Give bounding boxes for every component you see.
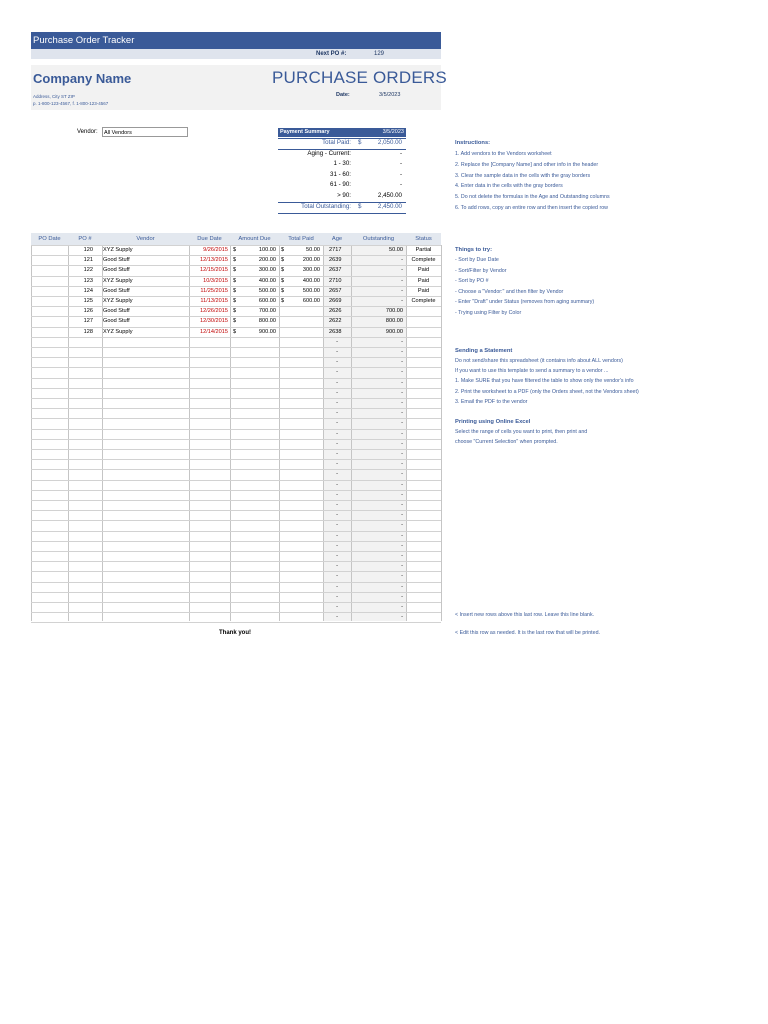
payment-summary-label: 1 - 30: (333, 160, 351, 168)
outstanding-cell: - (401, 614, 403, 621)
company-address[interactable]: Address, City ST ZIP (33, 94, 75, 99)
outstanding-cell: - (401, 502, 403, 508)
due-date-cell[interactable]: 12/13/2015 (200, 257, 228, 264)
column-header[interactable]: PO # (78, 236, 92, 242)
payment-summary-row (278, 202, 406, 213)
age-cell: - (336, 410, 338, 417)
payment-summary-row (278, 138, 406, 149)
total-paid-cell[interactable] (287, 327, 320, 337)
total-paid-cell[interactable]: 300.00 (302, 267, 320, 274)
payment-summary-value: - (399, 160, 402, 168)
age-cell: - (336, 471, 338, 478)
status-cell[interactable]: Paid (417, 287, 430, 294)
due-date-cell[interactable]: 12/30/2015 (200, 318, 228, 325)
total-paid-cell[interactable] (287, 316, 320, 326)
column-header[interactable]: Due Date (197, 236, 222, 242)
paid-currency-cell[interactable]: $ (281, 287, 285, 294)
next-po-label: Next PO #: (316, 51, 347, 57)
instruction-line: 3. Email the PDF to the vendor (455, 398, 528, 405)
po-number-cell[interactable]: 125 (83, 298, 93, 304)
instruction-line: 4. Enter data in the cells with the gray borders (455, 183, 563, 190)
outstanding-cell: - (401, 471, 403, 478)
things-to-try-title: Things to try: (455, 247, 493, 253)
printing-title: Printing using Online Excel (455, 419, 531, 425)
payment-summary-currency: $ (358, 202, 362, 210)
amount-currency-cell[interactable]: $ (233, 257, 237, 264)
po-number-cell[interactable]: 124 (83, 287, 93, 294)
po-number-cell[interactable]: 126 (83, 308, 93, 315)
age-cell: - (336, 440, 338, 447)
age-cell[interactable]: 2639 (329, 257, 342, 264)
instruction-line: 2. Replace the [Company Name] and other info in the header (455, 161, 599, 168)
outstanding-cell: - (401, 430, 403, 437)
po-number-cell[interactable]: 127 (83, 318, 93, 325)
instruction-line: Do not send/share this spreadsheet (it contains info about ALL vendors) (455, 358, 623, 364)
instruction-line: choose "Current Selection" when prompted. (455, 439, 558, 446)
due-date-cell[interactable]: 11/13/2015 (200, 298, 228, 304)
column-header[interactable]: PO Date (38, 236, 61, 242)
instruction-line: - Trying using Filter by Color (455, 309, 522, 316)
outstanding-cell: - (401, 410, 403, 417)
instruction-line: Select the range of cells you want to print, then print and (455, 429, 588, 435)
payment-summary-label: 61 - 90: (330, 181, 351, 189)
amount-due-cell[interactable]: 600.00 (258, 298, 276, 304)
date-label: Date: (336, 92, 350, 98)
vendor-cell[interactable]: XYZ Supply (103, 247, 133, 253)
due-date-cell[interactable]: 12/14/2015 (200, 328, 228, 335)
instruction-line: - Sort by Due Date (455, 257, 499, 263)
company-phone[interactable]: p. 1-800-123-4567, f. 1-800-123-4567 (33, 101, 109, 106)
payment-summary-currency: $ (358, 139, 362, 146)
payment-summary-value: - (399, 170, 402, 178)
age-cell: - (336, 522, 338, 529)
vendor-label: Vendor: (77, 129, 98, 135)
instruction-line: 1. Make SURE that you have filtered the table to show only the vendor's info (455, 378, 634, 385)
age-cell: - (336, 389, 338, 396)
outstanding-cell: - (401, 338, 403, 345)
age-cell: - (336, 338, 338, 345)
payment-summary-label: Total Outstanding: (301, 202, 351, 210)
total-paid-cell[interactable]: 200.00 (302, 257, 320, 264)
age-cell: - (336, 379, 338, 386)
due-date-cell[interactable]: 10/3/2015 (203, 277, 228, 284)
column-header[interactable]: Vendor (136, 236, 155, 242)
outstanding-cell: - (401, 451, 403, 457)
payment-summary-row (278, 159, 406, 170)
age-cell[interactable]: 2638 (329, 328, 342, 335)
grid-column-line (230, 245, 231, 621)
next-po-value[interactable]: 129 (374, 51, 385, 57)
paid-currency-cell[interactable]: $ (281, 247, 285, 253)
status-cell[interactable] (406, 306, 441, 316)
payment-summary-value: 2,450.00 (377, 202, 402, 210)
amount-due-cell[interactable]: 800.00 (258, 318, 276, 325)
age-cell: - (336, 563, 338, 570)
outstanding-cell: - (401, 573, 403, 580)
status-cell[interactable]: Partial (415, 247, 432, 253)
age-cell: - (336, 461, 338, 468)
po-number-cell[interactable]: 123 (83, 277, 93, 284)
insert-rows-note: < Insert new rows above this last row. Leave this line blank. (455, 612, 595, 618)
status-cell[interactable] (406, 327, 441, 337)
age-cell[interactable]: 2717 (329, 247, 342, 253)
outstanding-cell: - (401, 604, 403, 610)
age-cell: - (336, 583, 338, 590)
outstanding-cell: - (401, 379, 403, 386)
column-header[interactable]: Amount Due (238, 236, 271, 242)
payment-summary-value: 2,450.00 (377, 192, 402, 199)
amount-due-cell[interactable]: 300.00 (258, 267, 276, 274)
po-number-cell[interactable]: 122 (83, 267, 93, 274)
total-paid-cell[interactable] (287, 306, 320, 316)
document-title: PURCHASE ORDERS (272, 68, 447, 87)
po-number-cell[interactable]: 128 (83, 328, 93, 335)
age-cell[interactable]: 2710 (329, 277, 342, 284)
instruction-line: 1. Add vendors to the Vendors worksheet (455, 151, 552, 157)
amount-currency-cell[interactable]: $ (233, 287, 237, 294)
total-paid-cell[interactable]: 400.00 (302, 277, 320, 284)
po-number-cell[interactable]: 121 (83, 257, 93, 264)
edit-row-note: < Edit this row as needed. It is the last row that will be printed. (455, 630, 601, 636)
date-value[interactable]: 3/5/2023 (379, 92, 401, 98)
status-cell[interactable]: Complete (411, 298, 436, 304)
outstanding-cell[interactable]: - (401, 257, 403, 264)
thank-you-text: Thank you! (219, 630, 252, 636)
amount-currency-cell[interactable]: $ (233, 308, 237, 315)
column-header[interactable]: Status (415, 236, 432, 242)
age-cell: - (336, 512, 338, 519)
vendor-cell[interactable]: Good Stuff (103, 267, 130, 274)
payment-summary-label: 31 - 60: (330, 170, 351, 178)
amount-due-cell[interactable]: 100.00 (258, 247, 276, 253)
payment-summary-rule (278, 213, 406, 214)
outstanding-cell[interactable]: 900.00 (385, 328, 403, 335)
age-cell: - (336, 614, 338, 621)
instruction-line: 5. Do not delete the formulas in the Age and Outstanding columns (455, 194, 610, 201)
payment-summary-row (278, 180, 406, 191)
age-cell: - (336, 553, 338, 559)
outstanding-cell[interactable]: - (401, 277, 403, 284)
outstanding-cell: - (401, 491, 403, 498)
total-paid-cell[interactable]: 500.00 (302, 287, 320, 294)
outstanding-cell: - (401, 512, 403, 519)
outstanding-cell: - (401, 359, 403, 366)
payment-summary-rule (278, 138, 406, 139)
paid-currency-cell[interactable]: $ (281, 267, 285, 274)
payment-summary-row (278, 191, 406, 202)
payment-summary-title: Payment Summary (280, 129, 330, 135)
outstanding-cell: - (401, 563, 403, 570)
vendor-cell[interactable]: XYZ Supply (103, 298, 133, 304)
amount-currency-cell[interactable]: $ (233, 328, 237, 335)
instruction-line: - Choose a "Vendor:" and then filter by Vendor (455, 288, 564, 295)
outstanding-cell: - (401, 440, 403, 447)
outstanding-cell: - (401, 593, 403, 600)
age-cell: - (336, 532, 338, 539)
vendor-cell[interactable]: Good Stuff (103, 308, 130, 315)
outstanding-cell[interactable]: 800.00 (385, 318, 403, 325)
column-header[interactable]: Age (331, 236, 343, 242)
age-cell: - (336, 369, 338, 376)
age-cell: - (336, 604, 338, 610)
outstanding-cell[interactable]: 700.00 (385, 308, 403, 315)
age-cell[interactable]: 2622 (329, 318, 342, 325)
age-cell[interactable]: 2637 (329, 267, 342, 274)
total-paid-cell[interactable]: 50.00 (306, 247, 320, 253)
total-paid-cell[interactable]: 600.00 (302, 298, 320, 304)
instruction-line: 2. Print the worksheet to a PDF (only the Orders sheet, not the Vendors sheet) (455, 388, 639, 395)
age-cell: - (336, 430, 338, 437)
age-cell[interactable]: 2657 (329, 287, 342, 294)
age-cell: - (336, 491, 338, 498)
payment-summary-label: Aging - Current: (307, 149, 351, 157)
paid-currency-cell[interactable]: $ (281, 257, 285, 264)
outstanding-cell: - (401, 461, 403, 468)
grid-row-line (31, 622, 441, 623)
age-cell: - (336, 573, 338, 580)
instruction-line: 6. To add rows, copy an entire row and then insert the copied row (455, 205, 609, 211)
instruction-line: 3. Clear the sample data in the cells with the gray borders (455, 172, 591, 179)
amount-currency-cell[interactable]: $ (233, 318, 237, 325)
vendor-cell[interactable]: XYZ Supply (103, 328, 133, 335)
due-date-cell[interactable]: 12/15/2015 (200, 267, 228, 274)
banner-title: Purchase Order Tracker (33, 35, 135, 46)
amount-currency-cell[interactable]: $ (233, 267, 237, 274)
title-banner (31, 32, 441, 49)
company-name[interactable]: Company Name (33, 71, 132, 86)
payment-summary-row (278, 170, 406, 181)
vendor-cell[interactable]: Good Stuff (103, 287, 130, 294)
age-cell[interactable]: 2626 (329, 308, 342, 315)
age-cell: - (336, 420, 338, 427)
vendor-cell[interactable]: Good Stuff (103, 257, 130, 264)
amount-due-cell[interactable]: 700.00 (258, 308, 276, 315)
amount-currency-cell[interactable]: $ (233, 298, 237, 304)
due-date-cell[interactable]: 9/26/2015 (203, 247, 228, 253)
payment-summary-rule (278, 149, 406, 150)
age-cell: - (336, 400, 338, 406)
age-cell: - (336, 542, 338, 549)
outstanding-cell: - (401, 369, 403, 376)
payment-summary-date: 3/5/2023 (382, 129, 404, 135)
outstanding-cell: - (401, 553, 403, 559)
due-date-cell[interactable]: 12/26/2015 (200, 308, 228, 315)
due-date-cell[interactable]: 11/25/2015 (200, 287, 228, 294)
outstanding-cell[interactable]: 50.00 (389, 247, 403, 253)
grid-column-line (31, 245, 32, 621)
outstanding-cell: - (401, 400, 403, 406)
outstanding-cell[interactable]: - (401, 267, 403, 274)
payment-summary-value: - (399, 149, 402, 157)
status-cell[interactable] (406, 316, 441, 326)
age-cell: - (336, 359, 338, 366)
outstanding-cell: - (401, 389, 403, 396)
payment-summary-value: - (399, 181, 402, 189)
outstanding-cell: - (401, 532, 403, 539)
outstanding-cell: - (401, 522, 403, 529)
payment-summary-header (278, 128, 406, 137)
status-cell[interactable]: Paid (417, 277, 430, 284)
outstanding-cell: - (401, 542, 403, 549)
outstanding-cell[interactable]: - (401, 298, 403, 304)
vendor-cell[interactable]: XYZ Supply (103, 277, 133, 284)
amount-due-cell[interactable]: 400.00 (258, 277, 276, 284)
payment-summary-label: Total Paid: (322, 139, 351, 146)
po-number-cell[interactable]: 120 (83, 247, 93, 253)
outstanding-cell: - (401, 583, 403, 590)
age-cell: - (336, 349, 338, 355)
instruction-line: - Sort/Filter by Vendor (455, 267, 507, 274)
amount-due-cell[interactable]: 200.00 (258, 257, 276, 264)
age-cell: - (336, 481, 338, 488)
amount-due-cell[interactable]: 500.00 (258, 287, 276, 294)
status-cell[interactable]: Paid (417, 267, 430, 274)
amount-currency-cell[interactable]: $ (233, 277, 237, 284)
grid-column-line (441, 245, 442, 621)
amount-due-cell[interactable]: 900.00 (258, 328, 276, 335)
payment-summary-rule (278, 202, 406, 203)
age-cell: - (336, 593, 338, 600)
statement-title: Sending a Statement (455, 348, 513, 354)
status-cell[interactable]: Complete (411, 257, 436, 264)
outstanding-cell: - (401, 420, 403, 427)
column-header[interactable]: Outstanding (362, 236, 395, 242)
payment-summary-label: > 90: (337, 192, 351, 199)
outstanding-cell: - (401, 481, 403, 488)
age-cell: - (336, 502, 338, 508)
age-cell: - (336, 451, 338, 457)
age-cell[interactable]: 2669 (329, 298, 342, 304)
payment-summary-row (278, 149, 406, 160)
paid-currency-cell[interactable]: $ (281, 298, 285, 304)
amount-currency-cell[interactable]: $ (233, 247, 237, 253)
payment-summary-value: 2,050.00 (377, 139, 402, 146)
instruction-line: - Sort by PO # (455, 278, 489, 284)
instruction-line: - Enter "Draft" under Status (removes from aging summary) (455, 299, 595, 305)
paid-currency-cell[interactable]: $ (281, 277, 285, 284)
outstanding-cell[interactable]: - (401, 287, 403, 294)
outstanding-cell: - (401, 349, 403, 355)
instructions-title: Instructions: (455, 140, 491, 146)
vendor-cell[interactable]: Good Stuff (103, 318, 130, 325)
column-header[interactable]: Total Paid (288, 236, 314, 242)
instruction-line: If you want to use this template to send a summary to a vendor ... (455, 368, 609, 375)
grid-column-line (279, 245, 280, 621)
vendor-select[interactable]: All Vendors (102, 127, 188, 137)
